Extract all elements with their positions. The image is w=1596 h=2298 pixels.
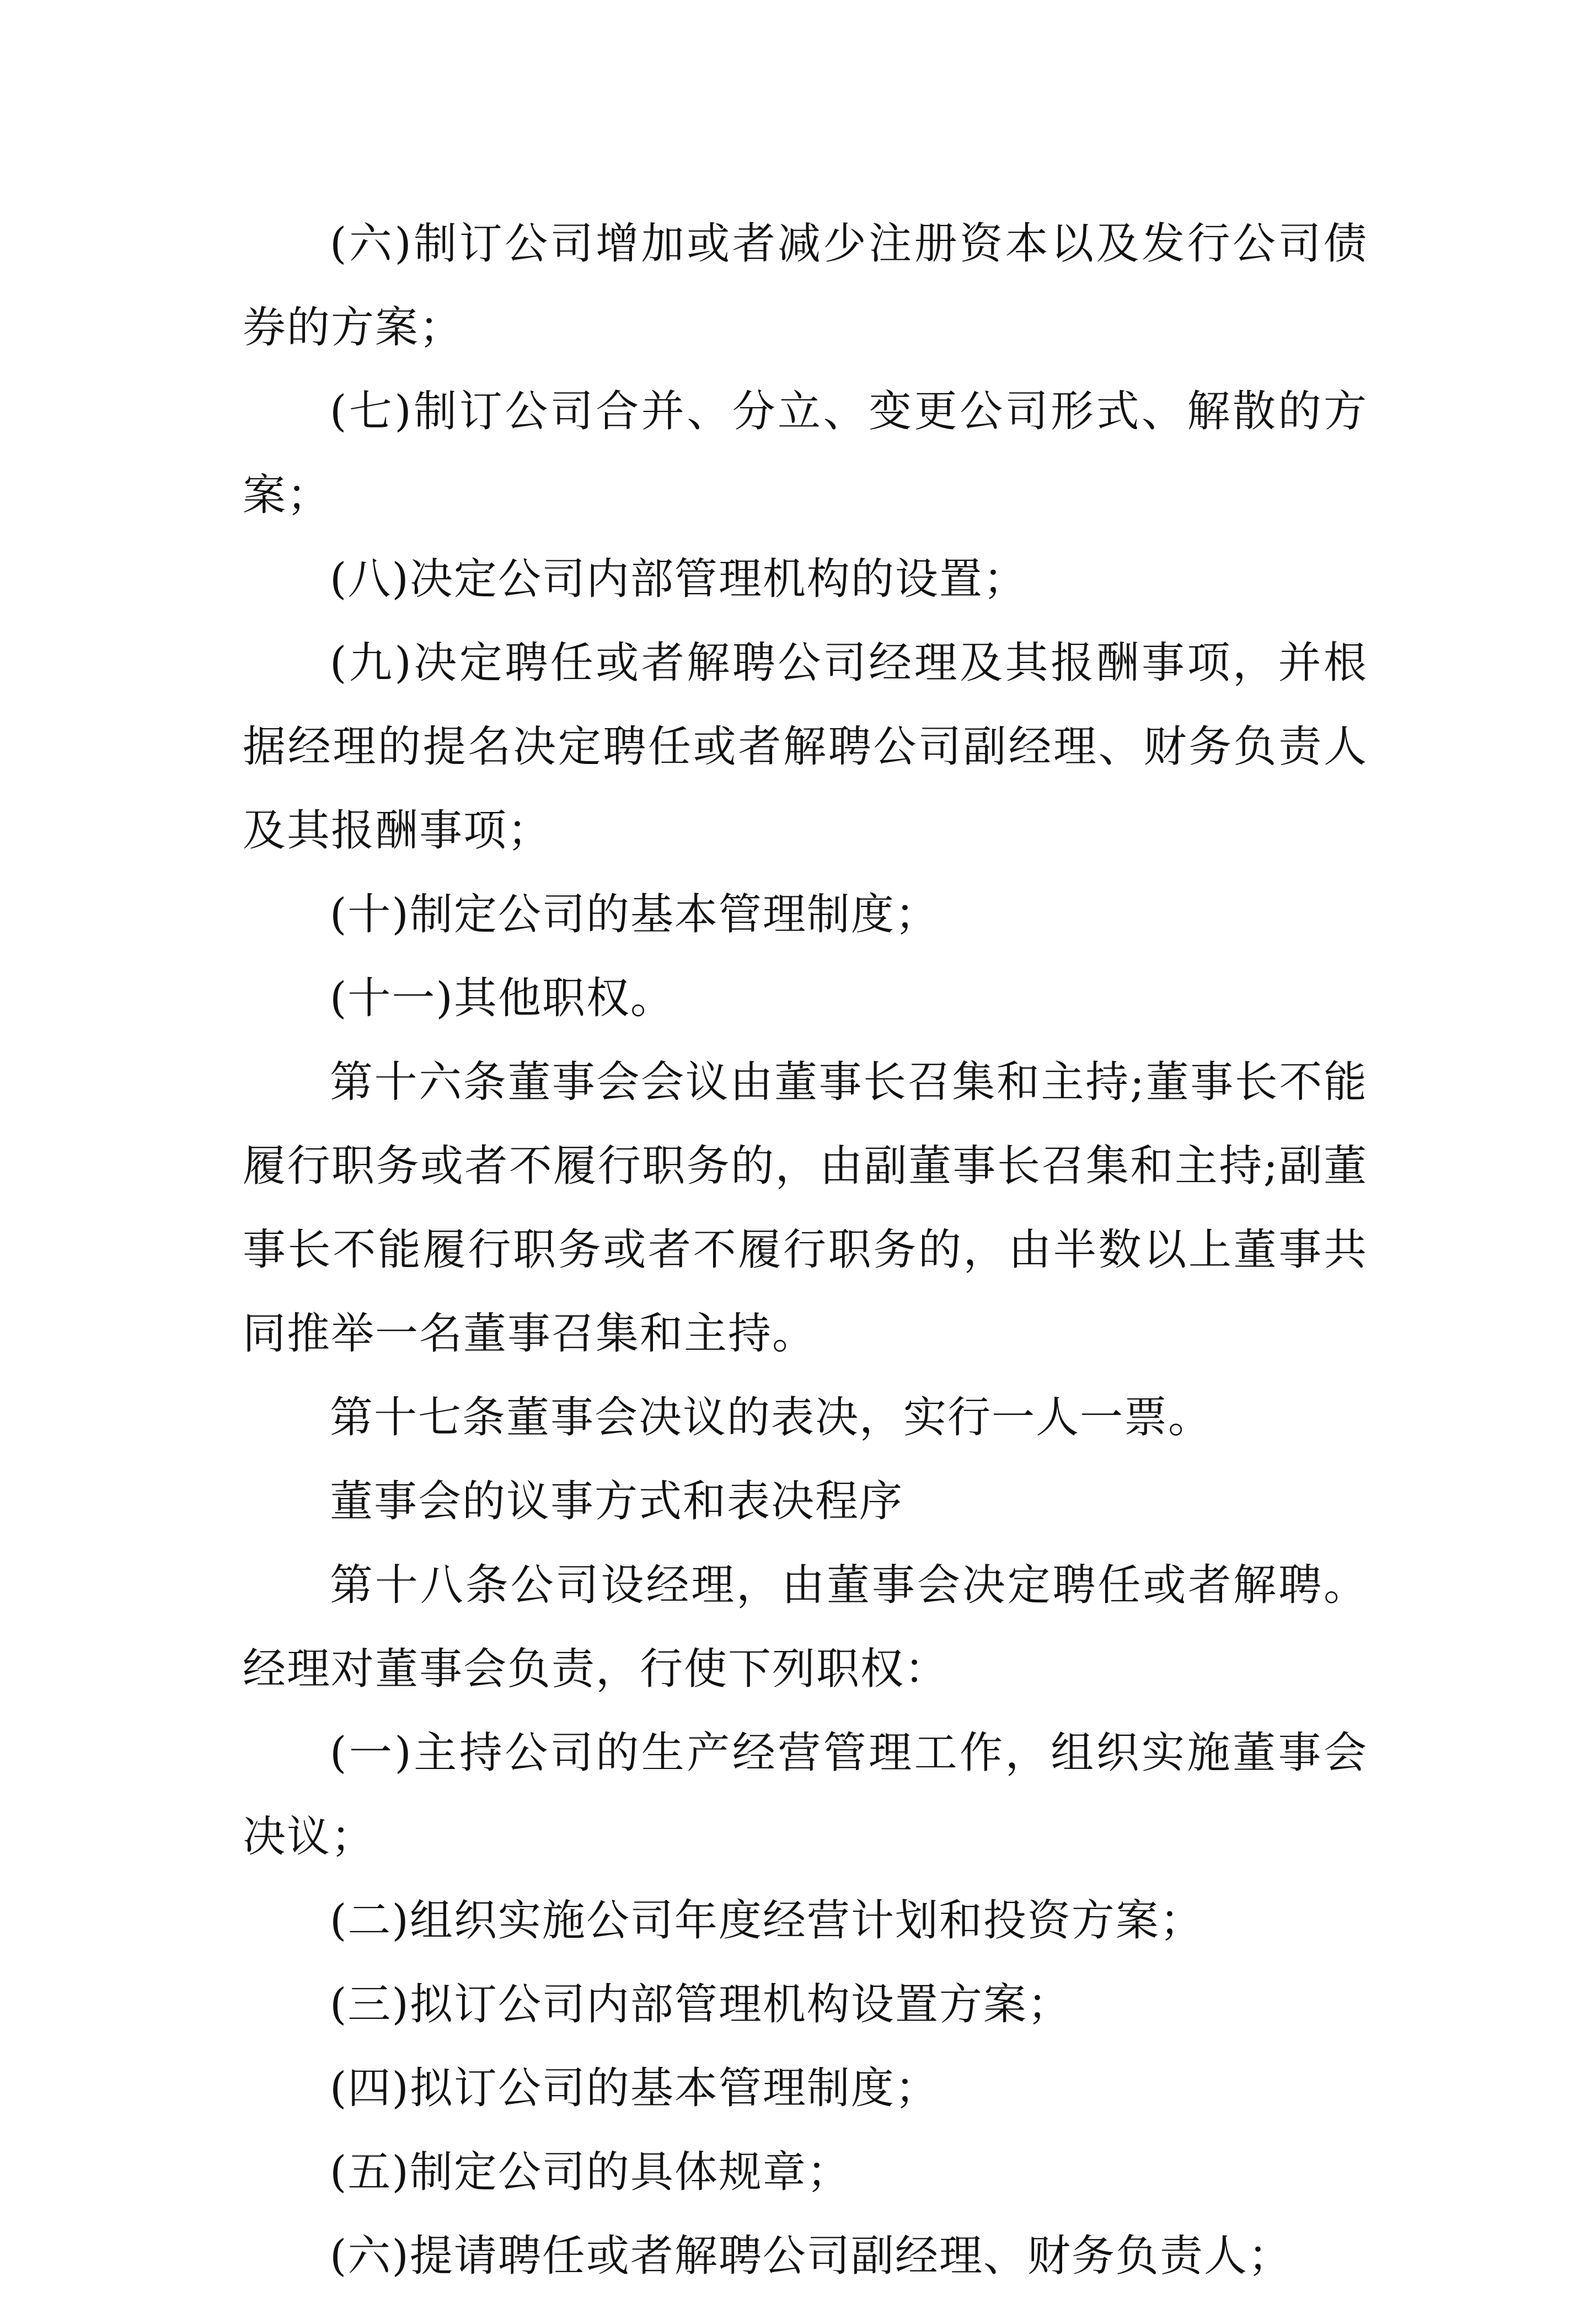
paragraph-13: (三)拟订公司内部管理机构设置方案； [330, 1980, 1072, 2029]
paragraph-5: (十)制定公司的基本管理制度； [330, 890, 939, 939]
paragraph-7: 第十六条董事会会议由董事长召集和主持;董事长不能履行职务或者不履行职务的，由副董事长召集和主持;副董事长不能履行职务或者不履行职务的，由半数以上董事共同推举一名董事召集和主持。 [243, 1057, 1368, 1359]
paragraph-12: (二)组织实施公司年度经营计划和投资方案； [330, 1896, 1204, 1946]
paragraph-16: (六)提请聘任或者解聘公司副经理、财务负责人； [330, 2231, 1292, 2281]
paragraph-9: 董事会的议事方式和表决程序 [330, 1477, 904, 1526]
paragraph-11: (一)主持公司的生产经营管理工作，组织实施董事会决议； [243, 1728, 1368, 1862]
paragraph-14: (四)拟订公司的基本管理制度； [330, 2064, 939, 2113]
paragraph-4: (九)决定聘任或者解聘公司经理及其报酬事项，并根据经理的提名决定聘任或者解聘公司副经理、财务负责人及其报酬事项； [243, 638, 1368, 856]
paragraph-6: (十一)其他职权。 [330, 974, 674, 1023]
paragraph-2: (七)制订公司合并、分立、变更公司形式、解散的方案； [243, 387, 1368, 520]
paragraph-15: (五)制定公司的具体规章； [330, 2147, 851, 2197]
paragraph-10: 第十八条公司设经理，由董事会决定聘任或者解聘。经理对董事会负责，行使下列职权： [243, 1560, 1368, 1694]
document-body [243, 202, 1368, 2298]
paragraph-1: (六)制订公司增加或者减少注册资本以及发行公司债券的方案； [243, 219, 1368, 352]
paragraph-8: 第十七条董事会决议的表决，实行一人一票。 [330, 1393, 1213, 1442]
paragraph-3: (八)决定公司内部管理机构的设置； [330, 554, 1027, 604]
